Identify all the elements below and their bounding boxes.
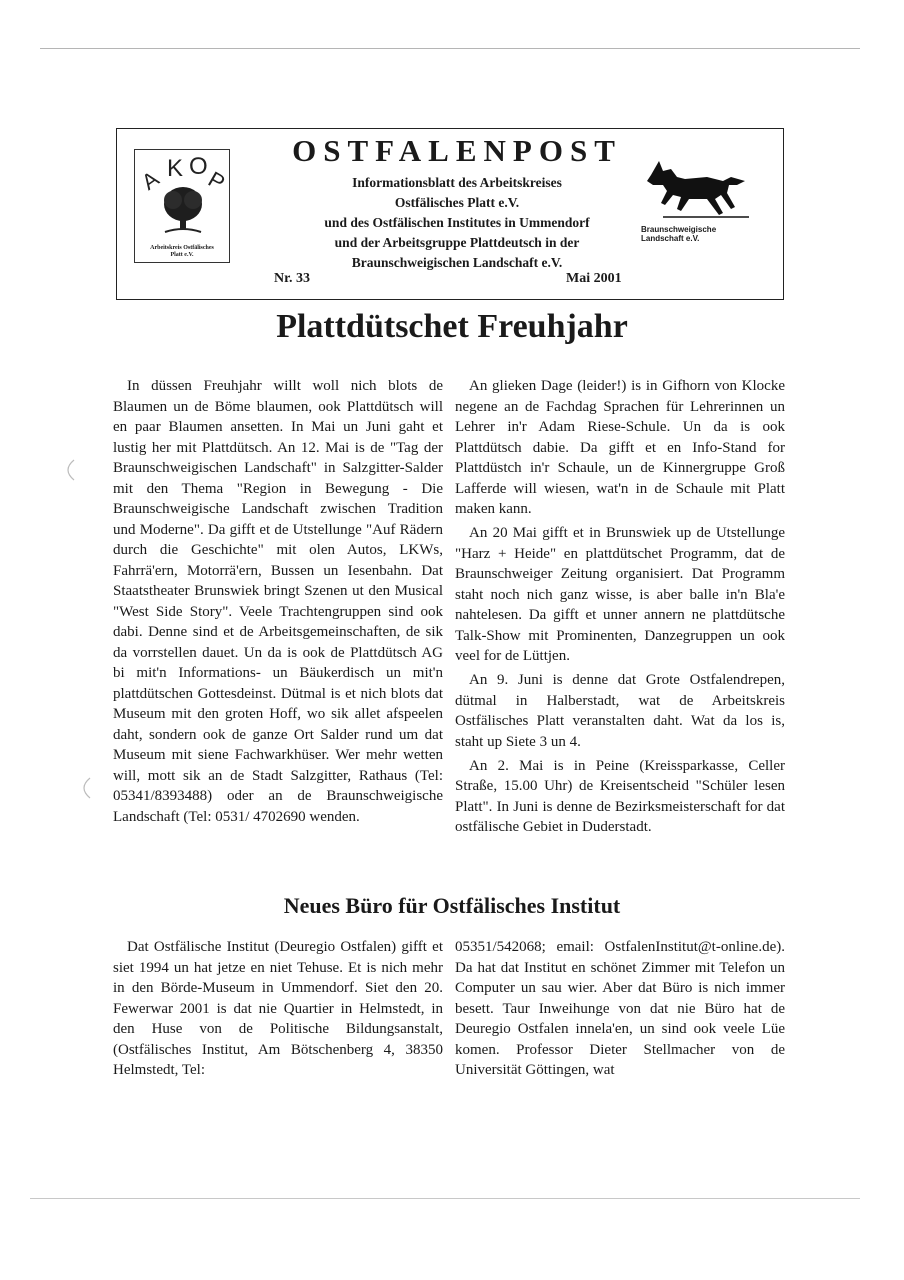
newsletter-title: OSTFALENPOST <box>292 133 622 168</box>
akop-caption-line: Platt e.V. <box>170 252 194 258</box>
article2-column-left <box>113 937 443 1081</box>
punch-hole-mark <box>76 776 92 800</box>
horse-caption-line: Landschaft e.V. <box>641 234 700 243</box>
akop-letter: A <box>137 165 164 195</box>
horse-icon <box>637 155 749 225</box>
akop-logo-caption <box>137 245 227 259</box>
paragraph: Dat Ostfälische Institut (Deuregio Ostfalen) gifft et siet 1994 un hat jetze en niet Tehuse. Et is nich mehr in den Börde-Museum in Ummendorf. Siet den 20. Fewerwar 2001 is dat nie Quartier in Helmstedt, in den Huse von de Politische Bildungsanstalt, (Ostfälisches Institut, Am Bötschenberg 4, 38350 Helmstedt, Tel: <box>113 939 443 1078</box>
article2-column-right <box>455 937 785 1081</box>
newsletter-subtitle <box>267 173 647 273</box>
subtitle-line: Informationsblatt des Arbeitskreises <box>352 175 562 190</box>
paragraph: In düssen Freuhjahr willt woll nich blots de Blaumen un de Böme blaumen, ook Plattdütsch will en paar Blaumen ansetten. In Mai un Juni gaht et lustig her mit Plattdütsch. An 12. Mai is de "Tag der Braunschweigischen Landschaft" in Salzgitter-Salder mit den Thema "Region in Bewegung - Die Braunschweigische Landschaft zwischen Tradition und Moderne". Da gifft et de Utstellunge "Auf Rädern durch die Geschichte" mit olen Autos, LKWs, Fahrrä'ern, Motorrä'ern, Bussen un Iesenbahn. Dat Staatstheater Brunswiek bringt Szenen ut den Musical "West Side Story". Veele Trachtengruppen sind ook dabi. Denne sind et de Arbeitsgemeinschaften, de sik da vorrstellen dauet. Un da is ook de Plattdütsch AG bi mit'n Informations- un Bäukerdisch un mit'n plattdütschen Gottesdeinst. Dütmal is et nich blots dat Museum mit den groten Hoff, wo sik allet afspeelen daht, sondern ook de ganze Ort Salder rund um dat Museum mit siene Fachwarkhüser. Wer mehr wetten will, mott sik an de Stadt Salzgitter, Rathaus (Tel: 05341/8393488) oder an de Braunschweigische Landschaft (Tel: 0531/ 4702690 wenden. <box>113 378 443 825</box>
article-headline: Plattdütschet Freuhjahr <box>276 308 628 345</box>
subtitle-line: Ostfälisches Platt e.V. <box>394 195 520 210</box>
subtitle-line: und der Arbeitsgruppe Plattdeutsch in der <box>334 235 580 250</box>
subtitle-line: und des Ostfälischen Institutes in Ummendorf <box>324 215 590 230</box>
akop-tree-icon <box>135 150 231 246</box>
akop-letter: O <box>189 153 208 180</box>
horse-caption-line: Braunschweigische <box>641 225 717 234</box>
section-headline: Neues Büro für Ostfälisches Institut <box>283 893 621 918</box>
akop-logo <box>134 149 230 263</box>
braunschweig-logo-caption <box>641 225 751 243</box>
akop-letter: P <box>204 166 230 196</box>
paragraph: 05351/542068; email: OstfalenInstitut@t-online.de). Da hat dat Institut en schönet Zimmer mit Telefon un Computer un sau wier. Aber dat Büro is nich immer besett. Taur Inweihunge von dat nie Büro hat de Deuregio Ostfalen innela'en, un sind ook veele Lüe komen. Professor Dieter Stellmacher von de Universität Göttingen, wat <box>455 939 785 1078</box>
akop-caption-line: Arbeitskreis Ostfälisches <box>150 245 214 251</box>
paragraph: An 2. Mai is in Peine (Kreissparkasse, Celler Straße, 15.00 Uhr) de Kreisentscheid "Schüler lesen Platt". In Juni is denne de Bezirksmeisterschaft for dat ostfälische Gebiet in Duderstadt. <box>455 757 785 835</box>
paragraph: An glieken Dage (leider!) is in Gifhorn von Klocke negene an de Fachdag Sprachen für Lehrerinnen un Lehrer in'r Adam Riese-Schule. Un da is ook Plattdütsch dabie. Da gifft et en Info-Stand for Plattdüstch in'r Schaule, un de Kinnergruppe Groß Lafferde will wiesen, wat'n in de Schaule mit Platt maken kann. <box>455 378 785 517</box>
masthead <box>116 128 784 300</box>
article1-column-left <box>113 376 443 827</box>
article1-column-right <box>455 376 785 838</box>
akop-letter: K <box>167 155 184 182</box>
scan-edge-bottom <box>30 1198 860 1199</box>
punch-hole-mark <box>60 458 76 482</box>
paragraph: An 9. Juni is denne dat Grote Ostfalendrepen, dütmal in Halberstadt, wat de Arbeitskreis Ostfälisches Platt veranstalten daht. Wat da los is, staht up Siete 3 un 4. <box>455 672 785 750</box>
issue-date: Mai 2001 <box>566 271 622 286</box>
issue-number: Nr. 33 <box>274 271 311 286</box>
subtitle-line: Braunschweigischen Landschaft e.V. <box>351 255 563 270</box>
scan-edge-top <box>40 48 860 49</box>
paragraph: An 20 Mai gifft et in Brunswiek up de Utstellunge "Harz + Heide" en plattdütschet Programm, dat de Braunschweiger Zeitung organisiert. Dat Programm staht noch nich ganz wisse, is aber balle in'n Bla'e nahtelesen. Da gifft et unner annern ne plattdütsche Talk-Show mit Prominenten, Danzegruppen un ook veel for de Lüttjen. <box>455 525 785 664</box>
